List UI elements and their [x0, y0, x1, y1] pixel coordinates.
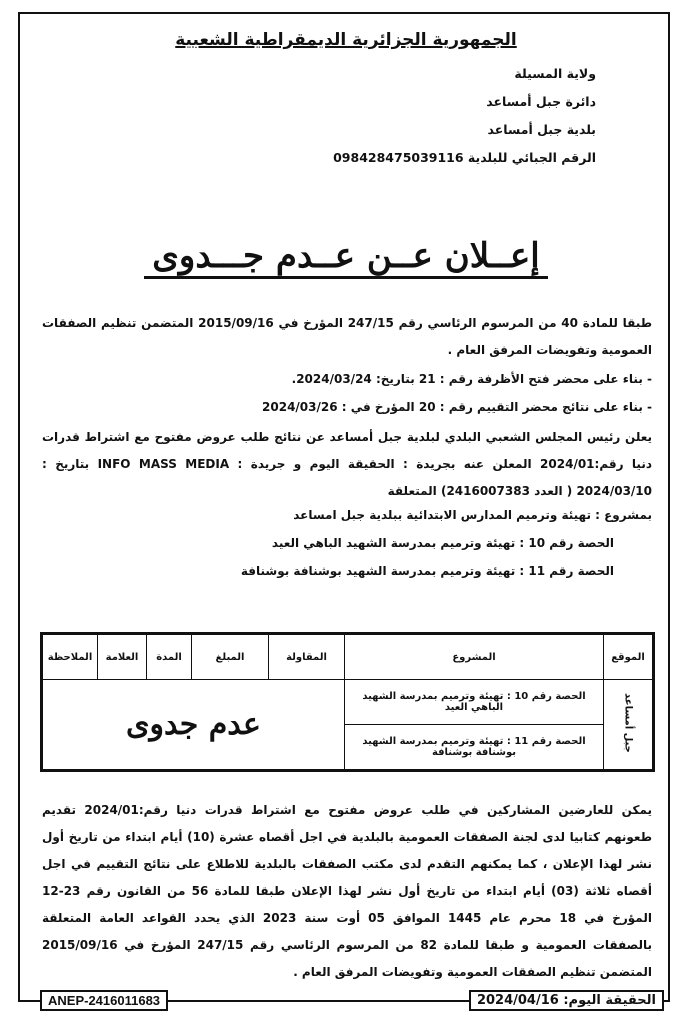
paragraph-announcement: يعلن رئيس المجلس الشعبي البلدي لبلدية جبل أمساعد عن نتائج طلب عروض مفتوح مع اشتراط قدرات دنيا رقم:2024/01 المعلن عنه بجريدة : الحقيقة اليوم و جريدة : INFO MASS MEDIA بتاريخ : 2024/03/10 ( العدد 2416007383) المتعلقة	[42, 430, 652, 498]
paragraph-legal-basis: طبقا للمادة 40 من المرسوم الرئاسي رقم 247/15 المؤرخ في 2015/09/16 المتضمن تنظيم الصفقات العمومية وتفويضات المرفق العام .	[42, 316, 652, 357]
tax-id: الرقم الجبائي للبلدية 098428475039116	[333, 150, 596, 165]
notice-title	[0, 236, 692, 276]
table-row	[42, 680, 654, 725]
wilaya: ولاية المسيلة	[514, 66, 596, 81]
header-amount: المبلغ	[192, 634, 269, 680]
commune: بلدية جبل أمساعد	[487, 122, 596, 137]
lot-11-line: الحصة رقم 11 : تهيئة وترميم بمدرسة الشهيد بوشنافة بوشنافة	[240, 564, 614, 578]
header-score: العلامة	[98, 634, 147, 680]
results-table	[40, 632, 655, 772]
lot-10-line: الحصة رقم 10 : تهيئة وترميم بمدرسة الشهيد الباهي العيد	[271, 536, 614, 550]
notice-title-text: إعــلان عــن عــدم جـــدوى	[144, 236, 547, 279]
bullet-opening-minutes: - بناء على محضر فتح الأظرفة رقم : 21 بتاريخ: 2024/03/24.	[291, 372, 652, 386]
lot-11-cell: الحصة رقم 11 : تهيئة وترميم بمدرسة الشهيد بوشنافة بوشنافة	[345, 725, 604, 771]
republic-text: الجمهورية الجزائرية الديمقراطية الشعبية	[175, 30, 517, 50]
republic-title	[0, 30, 692, 50]
header-contractor: المقاولة	[269, 634, 345, 680]
header-project: المشروع	[345, 634, 604, 680]
location-cell	[604, 680, 654, 771]
anep-reference: ANEP-2416011683	[40, 990, 168, 1011]
lot-10-cell: الحصة رقم 10 : تهيئة وترميم بمدرسة الشهيد الباهي العيد	[345, 680, 604, 725]
table-header-row	[42, 634, 654, 680]
newspaper-date: الحقيقة اليوم: 2024/04/16	[469, 990, 664, 1011]
result-cell: عدم جدوى	[42, 680, 345, 771]
daira: دائرة جبل أمساعد	[486, 94, 596, 109]
location-text: جبل أمساعد	[622, 693, 634, 753]
bullet-evaluation-minutes: - بناء على نتائج محضر التقييم رقم : 20 المؤرخ في : 2024/03/26	[262, 400, 652, 414]
paragraph-appeals: يمكن للعارضين المشاركين في طلب عروض مفتوح مع اشتراط قدرات دنيا رقم:2024/01 تقديم طعونهم كتابيا لدى لجنة الصفقات العمومية بالبلدية في اجل أقصاه عشرة (10) أيام ابتداء من تاريخ أول نشر لهذا الإعلان ، كما يمكنهم التقدم لدى مكتب الصفقات بالبلدية للاطلاع على نتائج التقييم في اجل أقصاه ثلاثة (03) أيام ابتداء من تاريخ أول نشر لهذا الإعلان طبقا للمادة 56 من القانون رقم 23-12 المؤرخ في 18 محرم عام 1445 الموافق 05 أوت سنة 2023 الذي يحدد القواعد العامة المتعلقة بالصفقات العمومية و طبقا للمادة 82 من المرسوم الرئاسي رقم 247/15 المؤرخ في 2015/09/16 المتضمن تنظيم الصفقات العمومية وتفويضات المرفق العام .	[42, 803, 653, 979]
header-remark: الملاحظة	[42, 634, 98, 680]
project-line: بمشروع : تهيئة وترميم المدارس الابتدائية ببلدية جبل امساعد	[293, 508, 652, 522]
header-duration: المدة	[147, 634, 192, 680]
header-location: الموقع	[604, 634, 654, 680]
